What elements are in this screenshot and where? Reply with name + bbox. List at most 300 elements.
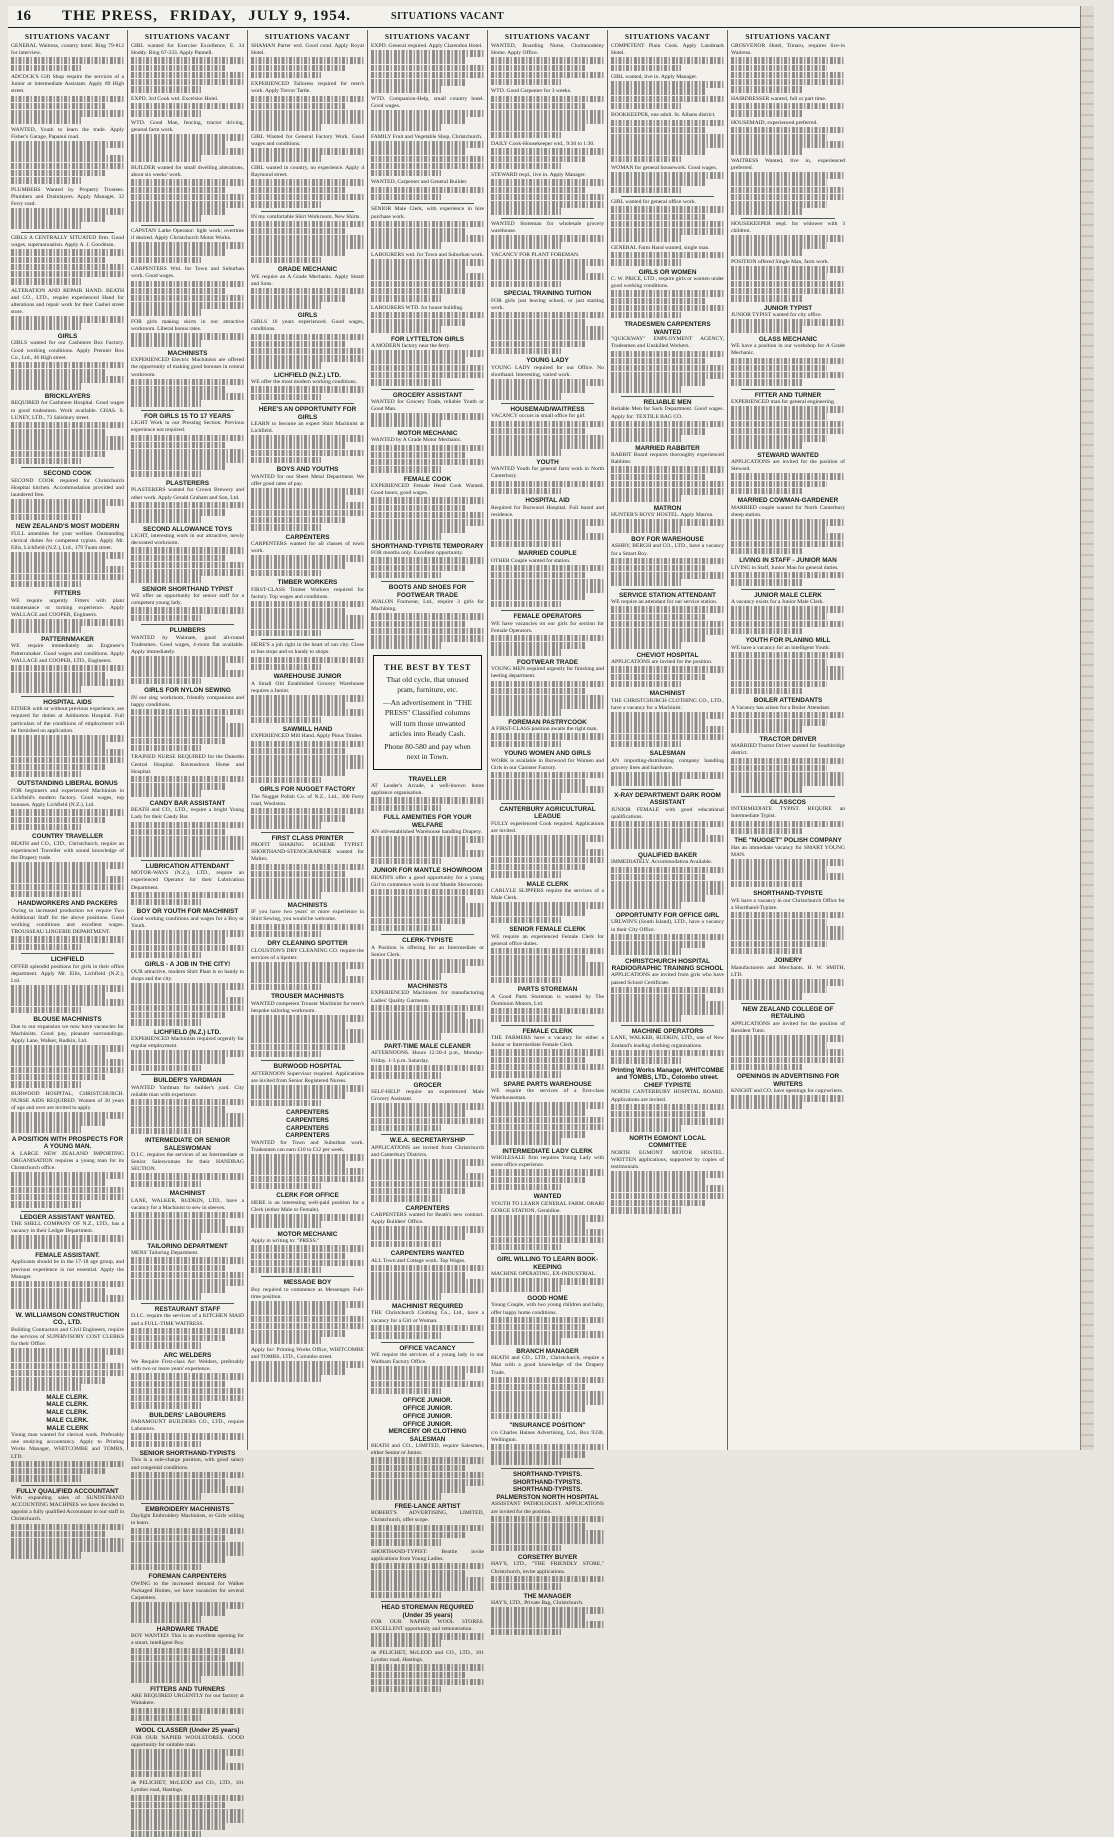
text-line — [491, 281, 561, 288]
classified-ad — [251, 1192, 364, 1227]
text-line — [11, 1295, 124, 1302]
text-line — [11, 999, 124, 1006]
classified-ad — [131, 1190, 244, 1240]
ad-title: FULL AMENITIES FOR YOUR WELFARE — [371, 814, 484, 829]
text-line — [131, 110, 201, 117]
classified-ad — [131, 1450, 244, 1500]
text-line — [11, 514, 81, 521]
classified-ad — [11, 187, 124, 229]
text-line — [131, 435, 244, 442]
text-filler — [131, 1328, 244, 1349]
classified-ad — [371, 336, 484, 386]
ad-title: CHIEF TYPISTE — [611, 1082, 724, 1089]
text-line — [491, 449, 561, 456]
text-line — [11, 316, 124, 323]
classified-ad — [371, 476, 484, 540]
text-line — [251, 892, 321, 899]
text-line — [731, 1035, 845, 1042]
ad-body: HERE'S a job right in the heart of our city. Close to bus stops and so handy to shops. — [251, 642, 364, 656]
text-line — [371, 266, 466, 273]
ad-title: SHORTHAND-TYPISTE TEMPORARY — [371, 543, 484, 550]
ad-body: EITHER with or without previous experience, are required for duties at Ashburton Hospital. Full particulars of the conditions of employment will be furnished on application. — [11, 706, 124, 735]
text-line — [611, 621, 724, 628]
ad-body: HOUSEKEEPER reqd. for widower with 3 children. — [731, 221, 845, 235]
ad-body: D.I.C. require the services of a KITCHEN MAID and a FULL-TIME WAITRESS. — [131, 1313, 244, 1327]
text-line — [371, 1381, 484, 1388]
text-line — [371, 505, 466, 512]
text-line — [131, 730, 244, 737]
text-line — [251, 1221, 321, 1228]
classified-ad — [371, 392, 484, 427]
ad-title: PATTERNMAKER — [11, 636, 124, 643]
ad-body: GIRL wanted, live in. Apply Manager. — [611, 74, 724, 81]
text-line — [11, 992, 106, 999]
text-filler — [371, 187, 484, 201]
classified-ad — [131, 319, 244, 347]
text-line — [131, 393, 244, 400]
male-clerk-list — [11, 1394, 124, 1425]
text-filler — [251, 1245, 364, 1273]
text-line — [611, 372, 724, 379]
ad-title: TROUSER MACHINISTS — [251, 993, 364, 1000]
ad-divider — [741, 1003, 835, 1004]
ad-body: MACHINE OPERATING, EX-INDUSTRIAL. — [491, 1271, 604, 1278]
ad-title: GLASS MECHANIC — [731, 336, 845, 343]
text-line — [371, 1293, 441, 1300]
text-line — [611, 948, 681, 955]
ad-title: MACHINIST REQUIRED — [371, 1303, 484, 1310]
text-line — [371, 312, 484, 319]
text-line — [611, 835, 724, 842]
text-line — [11, 1302, 81, 1309]
ad-body: SELF-HELP require an experienced Male Grocery Assistant. — [371, 1089, 484, 1103]
text-filler — [731, 406, 845, 449]
classified-ad — [611, 445, 724, 502]
text-line — [491, 541, 561, 548]
text-line — [491, 1444, 604, 1451]
text-line — [731, 519, 845, 526]
ad-title: TRAVELLER — [371, 776, 484, 783]
ad-body: FOR girls just leaving school, or just starting work. — [491, 298, 604, 312]
text-line — [611, 1178, 706, 1185]
ad-body: JUNIOR TYPIST wanted for city office. — [731, 312, 845, 319]
text-line — [491, 533, 604, 540]
ad-title: SENIOR SHORTHAND TYPIST — [131, 586, 244, 593]
text-line — [11, 1112, 124, 1119]
text-filler — [491, 1169, 604, 1190]
text-line — [251, 242, 364, 249]
text-line — [611, 488, 724, 495]
text-line — [131, 1257, 244, 1264]
classified-ad — [731, 452, 845, 495]
text-line — [731, 266, 845, 273]
ad-body: BURWOOD HOSPITAL, CHRISTCHURCH. NURSE AIDS REQUIRED. Women of 30 years of age and over are invited to apply. — [11, 1091, 124, 1112]
classified-ad — [731, 305, 845, 333]
text-line — [11, 809, 124, 816]
text-line — [611, 312, 681, 319]
ad-body: SENIOR Male Clerk, with experience in hire purchase work. — [371, 206, 484, 220]
classified-ad — [491, 1256, 604, 1292]
text-line — [131, 72, 244, 79]
ad-divider — [261, 1060, 354, 1061]
text-line — [491, 1384, 586, 1391]
ad-body: c/o Charles Haines Advertising, Ltd., Box 9330, Wellington. — [491, 1430, 604, 1444]
text-line — [731, 187, 845, 194]
classified-ad — [491, 1554, 604, 1589]
text-line — [11, 552, 124, 559]
ad-body: FAMILY Fruit and Vegetable Shop, Christchurch. — [371, 134, 484, 141]
text-filler — [371, 1563, 484, 1598]
text-line — [251, 103, 346, 110]
text-line — [611, 148, 706, 155]
ad-title: BRICKLAYERS — [11, 393, 124, 400]
text-line — [251, 748, 346, 755]
text-line — [611, 428, 706, 435]
classified-ad — [371, 543, 484, 578]
classified-ad — [11, 590, 124, 633]
text-line — [371, 889, 484, 896]
ad-title: CANDY BAR ASSISTANT — [131, 800, 244, 807]
text-line — [11, 891, 81, 898]
ad-divider — [501, 1468, 594, 1469]
text-line — [371, 1664, 484, 1671]
classified-ad — [371, 43, 484, 93]
ad-body: A Small Old Established Grocery Warehouse requires a Junior. — [251, 681, 364, 695]
classified-ad — [731, 1006, 845, 1070]
column-heading: SITUATIONS VACANT — [131, 32, 244, 41]
text-line — [371, 1592, 441, 1599]
ad-body: Manufacturers and Merchants. H. W. SMITH, LTD. — [731, 965, 845, 979]
classified-ad — [491, 1193, 604, 1250]
issue-date: JULY 9, 1954. — [248, 8, 351, 25]
text-line — [11, 1288, 106, 1295]
text-line — [11, 103, 106, 110]
text-line — [731, 628, 802, 635]
classified-ad — [251, 786, 364, 829]
ad-title: FITTER AND TURNER — [731, 392, 845, 399]
text-line — [251, 1100, 321, 1107]
text-filler — [131, 1212, 244, 1240]
text-line — [371, 372, 484, 379]
classified-ad — [371, 1503, 484, 1546]
text-line — [11, 499, 124, 506]
text-line — [371, 452, 466, 459]
text-line — [491, 1537, 604, 1544]
ad-body: SHORTHAND-TYPIST: Beattie invite applications from Young Ladies. — [371, 1549, 484, 1563]
text-line — [11, 110, 124, 117]
ad-title: FOR LYTTELTON GIRLS — [371, 336, 484, 343]
text-line — [731, 134, 827, 141]
classified-ad — [251, 466, 364, 530]
classified-ad — [11, 956, 124, 1013]
text-line — [251, 442, 346, 449]
ad-body: WTD. Companion-Help, small country hotel. Good wages. — [371, 96, 484, 110]
text-line — [491, 1131, 586, 1138]
text-line — [491, 635, 604, 642]
text-line — [251, 187, 346, 194]
text-filler — [371, 497, 484, 540]
text-line — [371, 1373, 466, 1380]
text-line — [491, 871, 561, 878]
classified-ad — [251, 940, 364, 990]
ad-body: WE require an A Grade Mechanic. Apply Smart and Sons. — [251, 274, 364, 288]
ad-body: YOUTH TO LEARN GENERAL FARM. ORARI GORGE STATION, Geraldine. — [491, 1201, 604, 1215]
text-line — [371, 79, 466, 86]
carpenters-list — [251, 1109, 364, 1132]
text-line — [731, 127, 845, 134]
text-line — [491, 194, 604, 201]
text-line — [11, 362, 124, 369]
text-filler — [251, 808, 364, 829]
text-line — [491, 442, 604, 449]
text-line — [731, 772, 845, 779]
ad-title: INTERMEDIATE OR SENIOR SALESWOMAN — [131, 1137, 244, 1152]
ad-divider — [21, 953, 114, 954]
list-line: SHORTHAND-TYPISTS. — [491, 1471, 604, 1479]
ad-divider — [621, 789, 714, 790]
column-5 — [488, 30, 608, 1450]
ad-body: FOR months only. Excellent opportunity. — [371, 550, 484, 557]
text-line — [11, 862, 124, 869]
ad-title: OFFICE VACANCY — [371, 1345, 484, 1352]
text-line — [491, 148, 604, 155]
text-filler — [491, 835, 604, 878]
text-line — [491, 96, 604, 103]
classified-ad — [731, 837, 845, 887]
text-line — [611, 365, 724, 372]
ad-title: CARPENTERS — [251, 1132, 364, 1139]
ad-title: DRY CLEANING SPOTTER — [251, 940, 364, 947]
text-line — [11, 936, 124, 943]
text-line — [731, 659, 827, 666]
text-line — [371, 281, 484, 288]
classified-ad — [11, 1425, 124, 1482]
text-filler — [131, 242, 244, 263]
text-line — [251, 362, 321, 369]
text-line — [491, 586, 604, 593]
column-1 — [8, 30, 128, 1450]
text-line — [731, 979, 845, 986]
text-line — [731, 765, 827, 772]
text-line — [251, 695, 364, 702]
ad-title: PLUMBERS — [131, 627, 244, 634]
text-line — [11, 1377, 106, 1384]
text-line — [11, 757, 124, 764]
text-line — [611, 1104, 724, 1111]
text-line — [131, 1113, 244, 1120]
text-line — [491, 962, 604, 969]
text-line — [611, 386, 681, 393]
text-line — [11, 1348, 124, 1355]
text-line — [131, 547, 244, 554]
classified-ad — [251, 1347, 364, 1382]
text-filler — [491, 96, 604, 139]
text-line — [11, 764, 106, 771]
text-line — [11, 672, 106, 679]
text-filler — [731, 758, 845, 793]
text-line — [731, 79, 845, 86]
text-filler — [371, 110, 484, 131]
text-line — [731, 379, 802, 386]
classified-ad — [11, 523, 124, 587]
ad-divider — [741, 218, 835, 219]
text-line — [131, 463, 226, 470]
text-line — [11, 65, 81, 72]
text-line — [11, 1552, 81, 1559]
text-line — [371, 850, 484, 857]
text-line — [491, 386, 586, 393]
text-line — [371, 319, 466, 326]
text-line — [251, 257, 321, 264]
ad-body: WANTED, Youth to learn the trade. Apply Fisher's Garage, Papanui road. — [11, 127, 124, 141]
text-line — [131, 1293, 201, 1300]
text-line — [251, 502, 364, 509]
text-line — [131, 738, 226, 745]
text-line — [131, 822, 244, 829]
classified-ad — [251, 1231, 364, 1274]
text-line — [731, 948, 802, 955]
ad-title: MESSAGE BOY — [251, 1279, 364, 1286]
text-line — [731, 541, 845, 548]
text-line — [731, 993, 802, 1000]
text-line — [251, 1253, 346, 1260]
ad-body: JUNIOR FEMALE with good educational qualifications. — [611, 807, 724, 821]
ad-body: APPLICATIONS are invited from Christchurch and Canterbury Districts. — [371, 1145, 484, 1159]
text-filler — [251, 334, 364, 369]
text-filler — [491, 1049, 604, 1077]
text-line — [371, 288, 466, 295]
text-line — [251, 228, 346, 235]
text-line — [611, 1050, 724, 1057]
ad-body: WE have a vacancy for an intelligent Youth. — [731, 645, 845, 652]
text-line — [251, 1161, 346, 1168]
ad-body: Boy required to commence as Messenger. Full-time position. — [251, 1287, 364, 1301]
ad-title: MOTOR MECHANIC — [371, 430, 484, 437]
text-line — [491, 187, 586, 194]
text-line — [371, 1332, 441, 1339]
text-filler — [131, 607, 244, 621]
text-filler — [491, 1102, 604, 1145]
ad-body: AVALON Footwear, Ltd., require 3 girls for Machining. — [371, 599, 484, 613]
ad-body: OUR attractive, modern Shirt Plant is so handy to shops and the city. — [131, 969, 244, 983]
ad-title: GIRLS — [11, 333, 124, 340]
classified-ad — [131, 1506, 244, 1570]
classified-ad — [491, 172, 604, 215]
text-filler — [131, 1472, 244, 1500]
page-edge-binding — [1080, 6, 1094, 1450]
text-line — [251, 110, 364, 117]
ad-body: APPLICATIONS are invited for the position. — [611, 659, 724, 666]
text-filler — [491, 1008, 604, 1022]
text-filler — [611, 351, 724, 394]
ad-body: EXPERIENCED Machinists for manufacturing Ladies' Quality Garments. — [371, 990, 484, 1004]
text-line — [371, 642, 441, 649]
text-line — [11, 749, 124, 756]
text-line — [251, 622, 364, 629]
ad-body: ASHBY, BERGH and CO., LTD., have a vacancy for a Smart Boy. — [611, 543, 724, 557]
ad-body: Good working conditions and wages for a Boy or Youth. — [131, 916, 244, 930]
text-filler — [11, 735, 124, 778]
text-line — [131, 850, 201, 857]
text-line — [491, 319, 586, 326]
classified-ad — [251, 1279, 364, 1343]
ad-body: PLASTERERS wanted for Crown Brewery and other work. Apply Gerald Graham and Son, Ltd. — [131, 487, 244, 501]
text-line — [491, 117, 604, 124]
ad-body: BEATH'S offer a good opportunity for a young Girl to commence work in our Mantle Showroom. — [371, 875, 484, 889]
text-line — [611, 1118, 724, 1125]
text-line — [371, 1033, 441, 1040]
classified-ad — [11, 1488, 124, 1559]
classified-ad — [491, 1295, 604, 1345]
ad-body: A Vacancy has arisen for a Boiler Attendant. — [731, 705, 845, 712]
classified-ad — [371, 179, 484, 200]
text-line — [611, 127, 706, 134]
text-filler — [491, 1377, 604, 1420]
ad-title: CHEVIOT HOSPITAL — [611, 652, 724, 659]
text-filler — [371, 1065, 484, 1079]
ad-body: Applicants should be in the 17-18 age group, and previous experience is not essential. Apply the Manager. — [11, 1259, 124, 1280]
text-line — [611, 65, 681, 72]
text-line — [131, 57, 244, 64]
text-line — [731, 57, 845, 64]
classified-ad — [371, 206, 484, 248]
ad-body: GIRL wanted for general office work. — [611, 199, 724, 206]
text-line — [731, 873, 845, 880]
classified-ad — [371, 867, 484, 931]
text-line — [131, 1602, 244, 1609]
ad-title: HEAD STOREMAN REQUIRED (Under 35 years) — [371, 1604, 484, 1619]
text-line — [491, 1237, 604, 1244]
text-filler — [11, 316, 124, 330]
text-line — [731, 926, 845, 933]
text-filler — [731, 859, 845, 887]
ad-title: CORSETRY BUYER — [491, 1554, 604, 1561]
text-line — [251, 488, 364, 495]
ad-title: SHORTHAND-TYPISTE — [731, 890, 845, 897]
classified-ad — [131, 1306, 244, 1349]
text-line — [131, 400, 201, 407]
text-line — [731, 828, 802, 835]
text-line — [731, 110, 802, 117]
text-line — [131, 607, 244, 614]
text-line — [611, 628, 724, 635]
text-line — [731, 365, 827, 372]
ad-body: ALTERATION AND REPAIR HAND. BEATH and CO., LTD., require experienced Hand for alterations and repair work for their Cashel street store. — [11, 288, 124, 317]
text-line — [11, 208, 124, 215]
classified-ad — [11, 470, 124, 520]
ad-title: WAREHOUSE JUNIOR — [251, 673, 364, 680]
classified-ad — [11, 1214, 124, 1249]
text-line — [131, 1486, 244, 1493]
text-line — [371, 1226, 484, 1233]
page-number: 16 — [16, 8, 56, 25]
text-line — [731, 179, 827, 186]
text-line — [251, 435, 364, 442]
text-line — [371, 242, 441, 249]
text-line — [11, 1179, 106, 1186]
text-line — [131, 1493, 201, 1500]
classified-ad — [251, 579, 364, 636]
text-line — [251, 808, 364, 815]
text-line — [731, 912, 845, 919]
text-line — [251, 615, 364, 622]
ad-title: FREE-LANCE ARTIST — [371, 1503, 484, 1510]
ad-title: FEMALE OPERATORS — [491, 613, 604, 620]
ad-body: CARPENTERS wanted for Beath's new contract. Apply Builders' Office. — [371, 1212, 484, 1226]
text-line — [611, 994, 706, 1001]
ad-body: CARPENTERS Wtd. for Town and Suburban work. Good wages. — [131, 266, 244, 280]
text-line — [11, 271, 124, 278]
